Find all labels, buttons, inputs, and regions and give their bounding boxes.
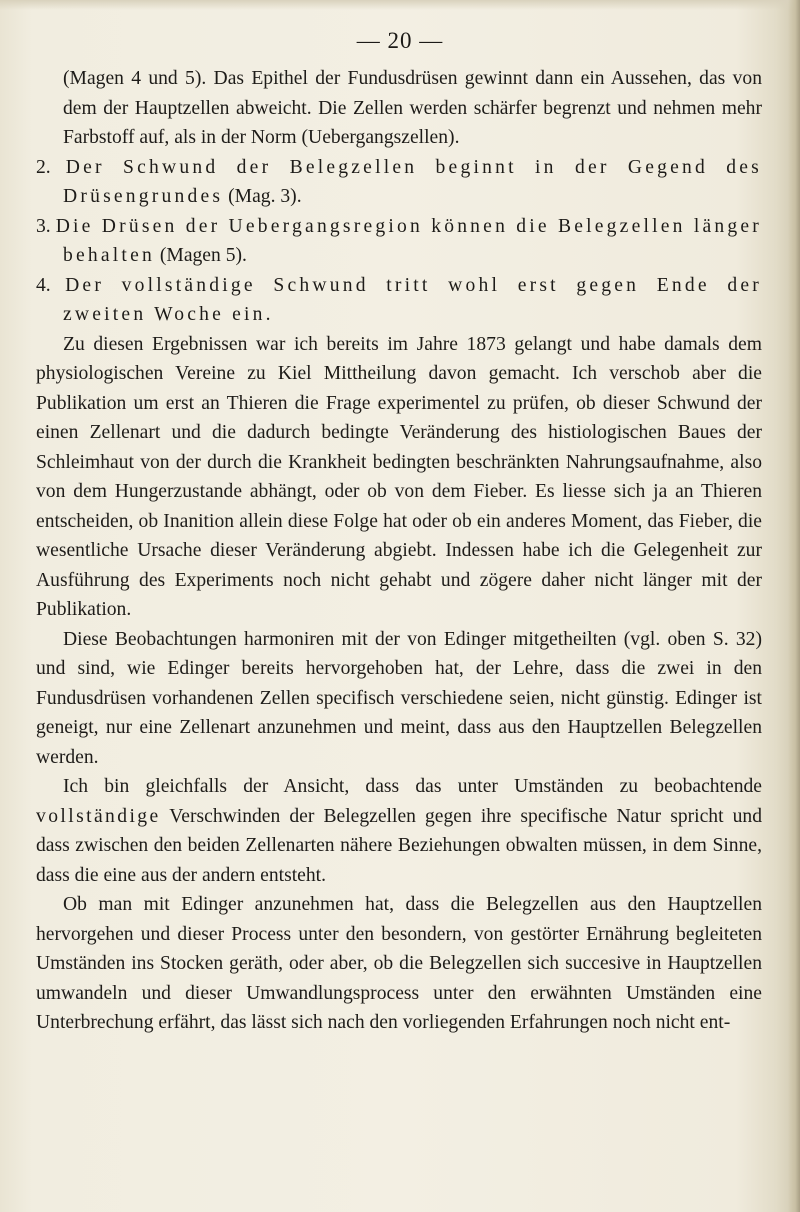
emphasized-text: Die Drüsen der Uebergangsregion können die Belegzellen länger behalten: [55, 215, 762, 266]
list-number: 3.: [36, 215, 51, 237]
list-item-4: [36, 271, 762, 330]
body-text: [36, 64, 762, 1038]
list-number: 2.: [36, 156, 51, 178]
emphasized-text: vollständige: [36, 805, 161, 827]
page-number: — 20 —: [356, 28, 444, 53]
paragraph-continuation: (Magen 4 und 5). Das Epithel der Fundusdrüsen gewinnt dann ein Aussehen, das von dem der Hauptzellen abweicht. Die Zellen werden schärfer begrenzt und nehmen mehr Farbstoff auf, als in der Norm (Uebergangszellen).: [63, 68, 762, 148]
emphasized-text: Der vollständige Schwund tritt wohl erst gegen Ende der zweiten Woche ein.: [63, 274, 762, 325]
paragraph: Ob man mit Edinger anzunehmen hat, dass die Belegzellen aus den Hauptzellen hervorgehen und dieser Process unter den besondern, von gestörter Ernährung begleiteten Umständen ins Stocken geräth, oder aber, ob die Belegzellen sich succesive in Hauptzellen umwandeln und dieser Umwandlungsprocess unter den erwähnten Umständen eine Unterbrechung erfährt, das lässt sich nach den vorliegenden Erfahrungen noch nicht ent-: [36, 894, 762, 1033]
paragraph: Diese Beobachtungen harmoniren mit der von Edinger mitgetheilten (vgl. oben S. 32) und sind, wie Edinger bereits hervorgehoben hat, der Lehre, dass die zwei in den Fundusdrüsen vorhandenen Zellen specifisch verschiedene seien, nicht günstig. Edinger ist geneigt, nur eine Zellenart anzunehmen und meint, dass aus den Hauptzellen Belegzellen werden.: [36, 628, 762, 768]
paragraph-text: Ich bin gleichfalls der Ansicht, dass das unter Umständen zu beobachtende: [63, 776, 762, 797]
emphasized-text: Der Schwund der Belegzellen beginnt in der Gegend des Drüsengrundes: [63, 156, 762, 207]
page-top-shadow: [0, 0, 800, 10]
paragraph: [36, 772, 762, 890]
paragraph-text: Verschwinden der Belegzellen gegen ihre specifische Natur spricht und dass zwischen den beiden Zellenarten nähere Beziehungen obwalten müssen, in dem Sinne, dass die eine aus der andern entsteht.: [36, 805, 762, 886]
page-binding-edge: [788, 0, 800, 1212]
list-number: 4.: [36, 274, 51, 296]
list-item-text: (Mag. 3).: [223, 186, 302, 207]
list-item-3: [36, 212, 762, 271]
paragraph: Zu diesen Ergebnissen war ich bereits im Jahre 1873 gelangt und habe damals dem physiologischen Vereine zu Kiel Mittheilung davon gemacht. Ich verschob aber die Publikation um erst an Thieren die Frage experimentel zu prüfen, ob dieser Schwund der einen Zellenart und die dadurch bedingte Veränderung des histiologischen Baues der Schleimhaut von der durch die Krankheit bedingten beschränkten Nahrungsaufnahme, also von dem Hungerzustande abhängt, oder ob von dem Fieber. Es liesse sich ja an Thieren entscheiden, ob Inanition allein diese Folge hat oder ob ein anderes Moment, das Fieber, die wesentliche Ursache dieser Veränderung abgiebt. Indessen habe ich die Gelegenheit zur Ausführung des Experiments noch nicht gehabt und zögere daher nicht länger mit der Publikation.: [36, 333, 762, 620]
list-item-2: [36, 153, 762, 212]
list-item-text: (Magen 5).: [154, 245, 247, 266]
